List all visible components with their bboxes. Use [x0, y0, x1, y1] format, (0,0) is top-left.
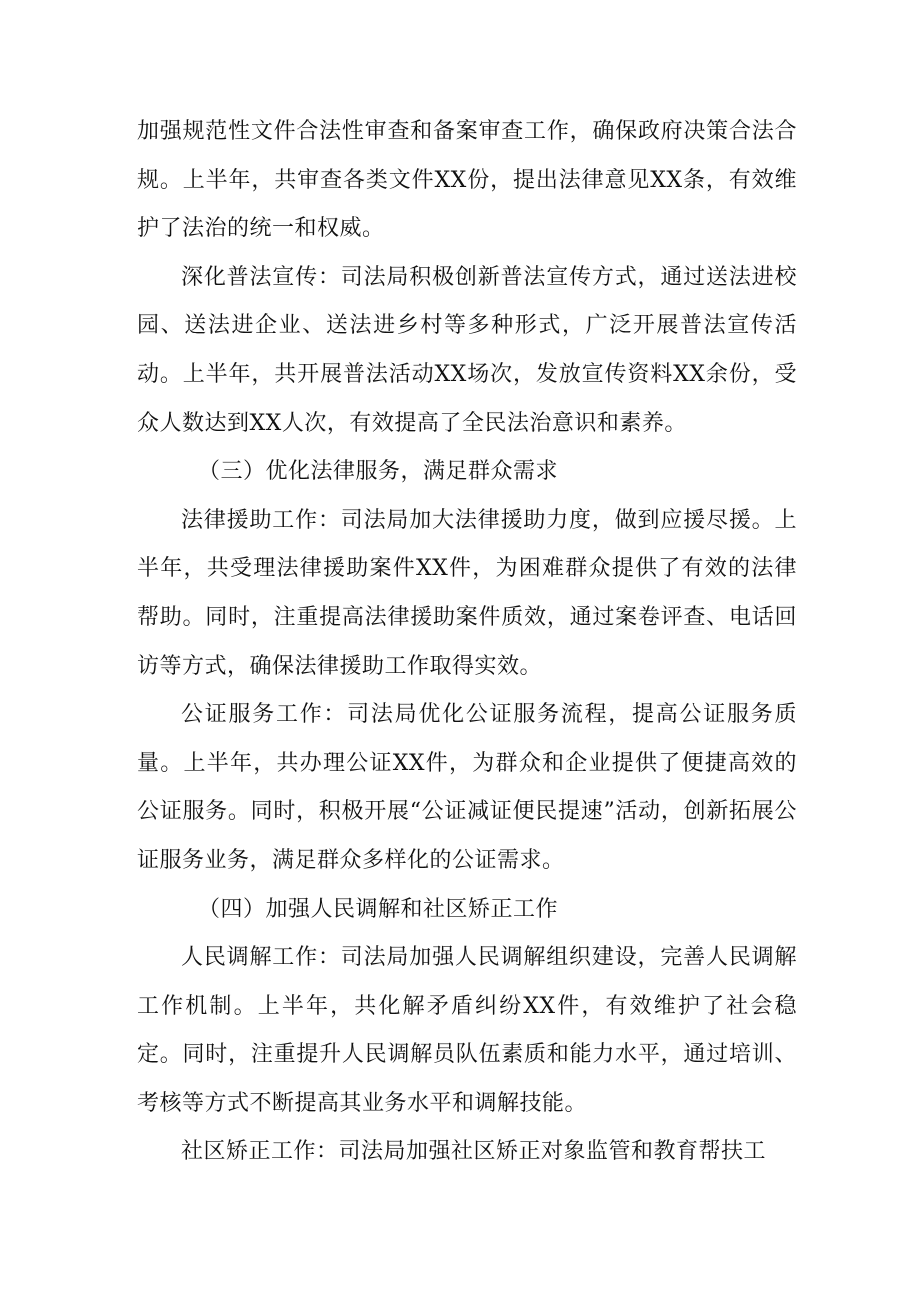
section-heading-mediation-correction: （四）加强人民调解和社区矫正工作 [198, 896, 559, 922]
section-heading-legal-services: （三）优化法律服务，满足群众需求 [198, 459, 559, 485]
paragraph-legal-publicity: 深化普法宣传：司法局积极创新普法宣传方式，通过送法进校园、送法进企业、送法进乡村等多种形式，广泛开展普法宣传活动。上半年，共开展普法活动XX场次，发放宣传资料XX余份，受众人数达到XX人次，有效提高了全民法治意识和素养。 [137, 264, 797, 436]
paragraph-normative-documents: 加强规范性文件合法性审查和备案审查工作，确保政府决策合法合规。上半年，共审查各类文件XX份，提出法律意见XX条，有效维护了法治的统一和权威。 [137, 119, 797, 242]
paragraph-notary-services: 公证服务工作：司法局优化公证服务流程，提高公证服务质量。上半年，共办理公证XX件，为群众和企业提供了便捷高效的公证服务。同时，积极开展“公证减证便民提速”活动，创新拓展公证服务业务，满足群众多样化的公证需求。 [137, 702, 797, 873]
document-body [137, 108, 797, 1177]
paragraph-people-mediation: 人民调解工作：司法局加强人民调解组织建设，完善人民调解工作机制。上半年，共化解矛盾纠纷XX件，有效维护了社会稳定。同时，注重提升人民调解员队伍素质和能力水平，通过培训、考核等方式不断提高其业务水平和调解技能。 [137, 945, 797, 1116]
paragraph-legal-aid: 法律援助工作：司法局加大法律援助力度，做到应援尽援。上半年，共受理法律援助案件XX件，为困难群众提供了有效的法律帮助。同时，注重提高法律援助案件质效，通过案卷评查、电话回访等方式，确保法律援助工作取得实效。 [137, 507, 797, 679]
paragraph-community-correction: 社区矫正工作：司法局加强社区矫正对象监管和教育帮扶工 [181, 1139, 767, 1165]
